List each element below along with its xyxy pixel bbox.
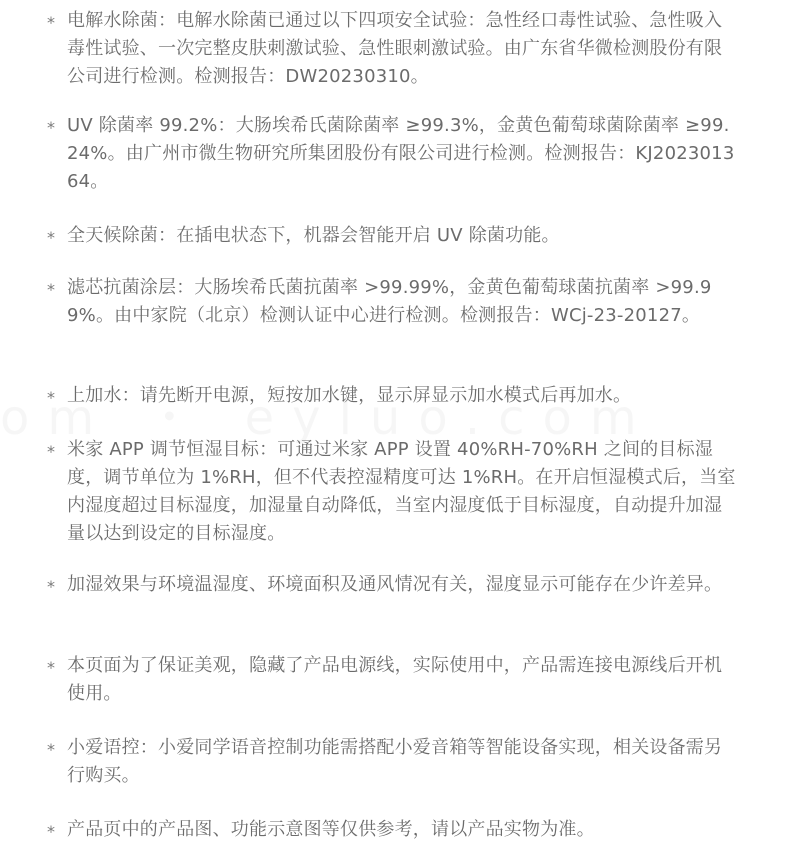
note-power-cord [47, 652, 737, 708]
bullet-star: * [47, 577, 56, 596]
bullet-star: * [47, 658, 56, 677]
note-filter-coating [47, 274, 737, 330]
note-text: 全天候除菌：在插电状态下，机器会智能开启 UV 除菌功能。 [67, 225, 560, 246]
bullet-star: * [47, 118, 56, 137]
note-text: 产品页中的产品图、功能示意图等仅供参考，请以产品实物为准。 [67, 819, 595, 840]
bullet-star: * [47, 388, 56, 407]
note-all-day-sterilization [47, 222, 737, 250]
note-text: 电解水除菌：电解水除菌已通过以下四项安全试验：急性经口毒性试验、急性吸入毒性试验、一次完整皮肤刺激试验、急性眼刺激试验。由广东省华微检测股份有限公司进行检测。检测报告：DW20230310。 [67, 10, 723, 87]
bullet-star: * [47, 280, 56, 299]
bullet-star: * [47, 228, 56, 247]
note-text: 米家 APP 调节恒湿目标：可通过米家 APP 设置 40%RH-70%RH 之间的目标湿度，调节单位为 1%RH，但不代表控湿精度可达 1%RH。在开启恒湿模式后，当室内湿度超过目标湿度，加湿量自动降低，当室内湿度低于目标湿度，自动提升加湿量以达到设定的目标湿度。 [67, 439, 736, 544]
bullet-star: * [47, 13, 56, 32]
bullet-star: * [47, 442, 56, 461]
note-text: 加湿效果与环境温湿度、环境面积及通风情况有关，湿度显示可能存在少许差异。 [67, 574, 723, 595]
note-text: 上加水：请先断开电源，短按加水键，显示屏显示加水模式后再加水。 [67, 385, 632, 406]
bullet-star: * [47, 740, 56, 759]
note-uv-sterilization [47, 112, 737, 196]
note-image-reference [47, 816, 737, 844]
note-text: 小爱语控：小爱同学语音控制功能需搭配小爱音箱等智能设备实现，相关设备需另行购买。 [67, 737, 723, 786]
bullet-star: * [47, 822, 56, 841]
note-electrolyzed-water [47, 7, 737, 91]
note-text: 本页面为了保证美观，隐藏了产品电源线，实际使用中，产品需连接电源线后开机使用。 [67, 655, 723, 704]
note-humidity-target [47, 436, 737, 548]
note-text: 滤芯抗菌涂层：大肠埃希氏菌抗菌率 >99.99%，金黄色葡萄球菌抗菌率 >99.99%。由中家院（北京）检测认证中心进行检测。检测报告：WCj-23-20127。 [67, 277, 712, 326]
note-text: UV 除菌率 99.2%：大肠埃希氏菌除菌率 ≥99.3%，金黄色葡萄球菌除菌率 ≥99.24%。由广州市微生物研究所集团股份有限公司进行检测。检测报告：KJ202301364。 [67, 115, 735, 192]
note-humidification-effect [47, 571, 737, 599]
note-top-fill [47, 382, 737, 410]
note-voice-control [47, 734, 737, 790]
